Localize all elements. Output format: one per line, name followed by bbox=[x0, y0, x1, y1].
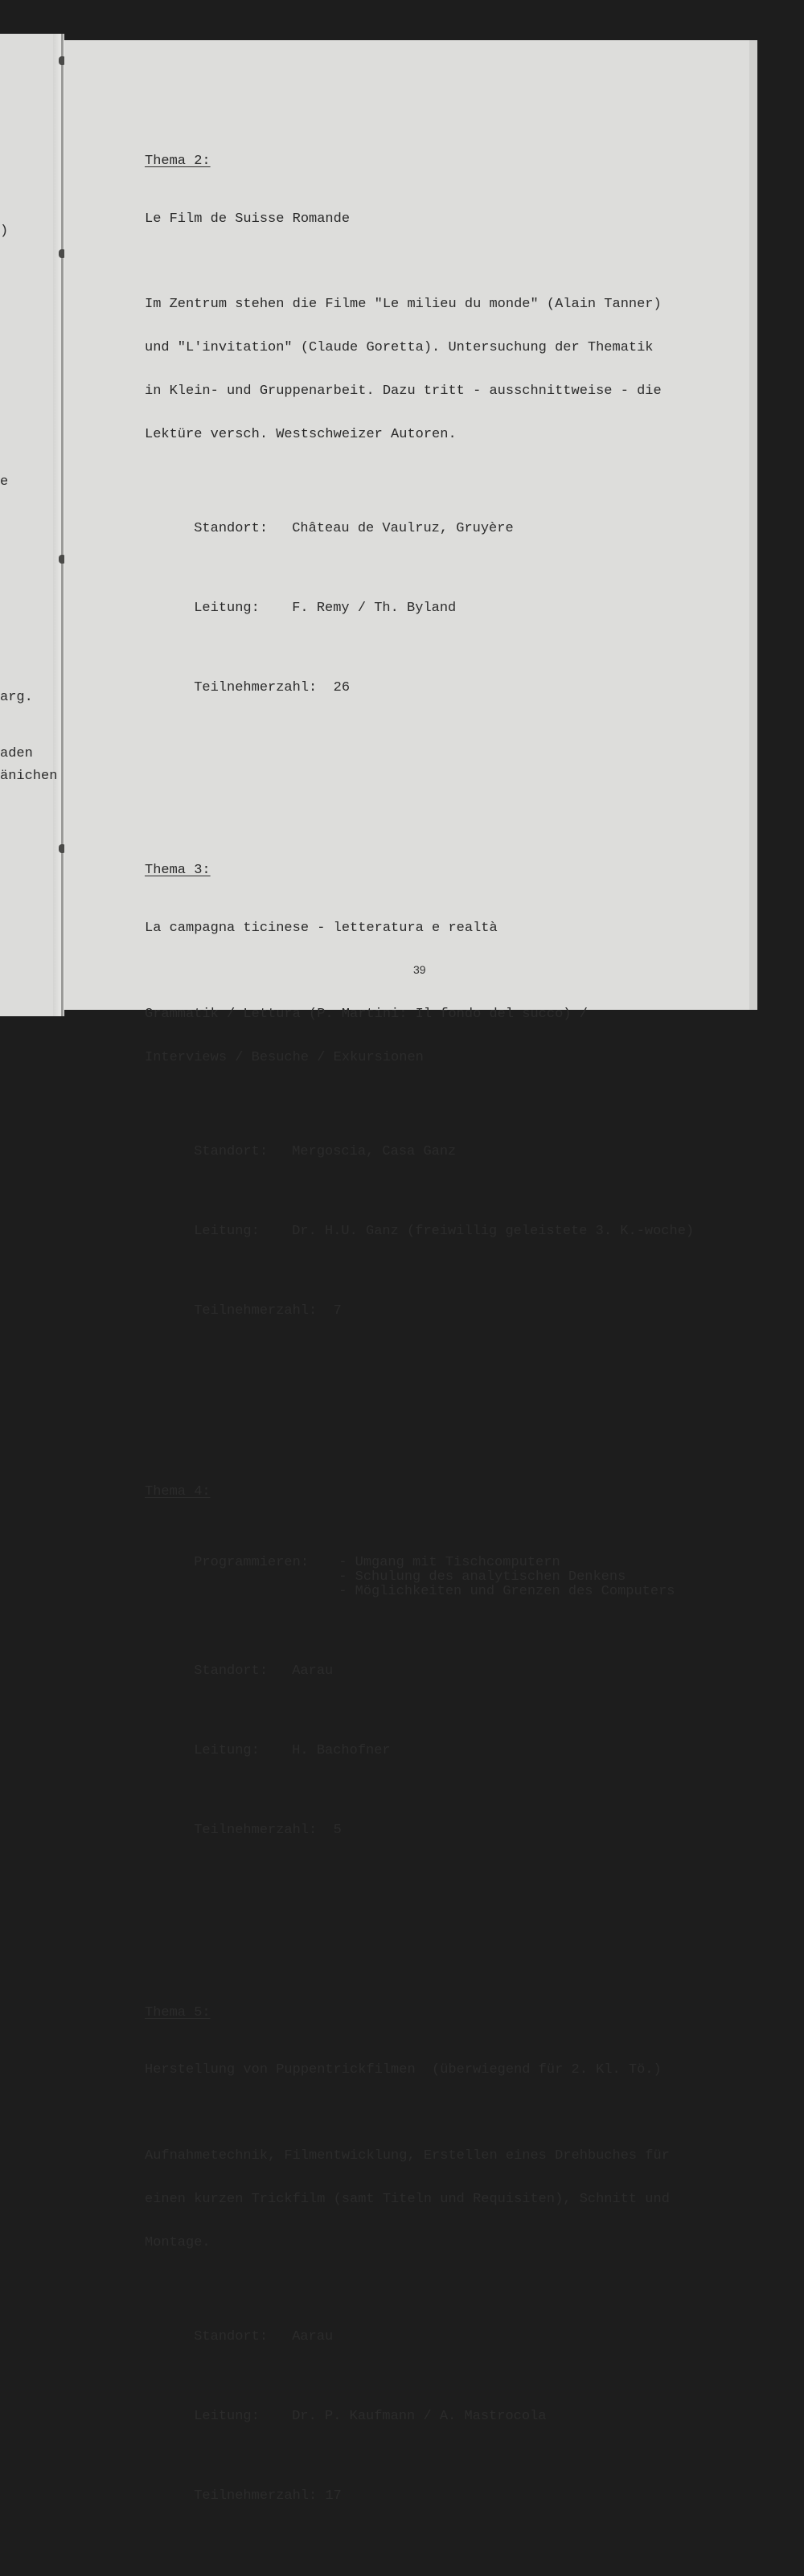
book-spine bbox=[61, 34, 64, 1016]
teilnehmer-row bbox=[145, 1290, 732, 1333]
section-title: Le Film de Suisse Romande bbox=[145, 211, 351, 227]
leitung-value: Dr. P. Kaufmann / A. Mastrocola bbox=[292, 2409, 547, 2424]
description-line: Grammatik / Lettura (P. Martini: Il fondo del succo) / bbox=[145, 1007, 588, 1022]
standort-row bbox=[145, 2316, 732, 2359]
description-line: Interviews / Besuche / Exkursionen bbox=[145, 1050, 424, 1065]
description-line: und "L'invitation" (Claude Goretta). Untersuchung der Thematik bbox=[145, 340, 654, 355]
program-label: Programmieren: bbox=[194, 1555, 310, 1570]
section-heading: Thema 4: bbox=[145, 1484, 211, 1499]
standort-label: Standort: bbox=[194, 2329, 269, 2344]
description-line: in Klein- und Gruppenarbeit. Dazu tritt - ausschnittweise - die bbox=[145, 384, 662, 399]
section-thema-4 bbox=[145, 1456, 732, 1881]
description-line: einen kurzen Trickfilm (samt Titeln und Requisiten), Schnitt und bbox=[145, 2192, 670, 2207]
left-page-fragment: ) bbox=[0, 224, 9, 239]
standort-row bbox=[145, 507, 732, 551]
program-items bbox=[338, 1556, 675, 1599]
description-line: Montage. bbox=[145, 2235, 211, 2250]
page-edge bbox=[749, 40, 757, 1010]
standort-value: Aarau bbox=[292, 2329, 334, 2344]
section-heading: Thema 2: bbox=[145, 154, 211, 169]
leitung-row bbox=[145, 1729, 732, 1773]
left-page bbox=[0, 34, 64, 1016]
teilnehmer-value: 17 bbox=[325, 2488, 342, 2504]
left-page-fragment: e bbox=[0, 474, 9, 490]
standort-value: Aarau bbox=[292, 1663, 334, 1679]
leitung-label: Leitung: bbox=[194, 601, 260, 616]
leitung-value: F. Remy / Th. Byland bbox=[292, 601, 457, 616]
program-item: - Möglichkeiten und Grenzen des Computers bbox=[338, 1584, 675, 1599]
leitung-label: Leitung: bbox=[194, 2409, 260, 2424]
left-page-fragment: änichen bbox=[0, 769, 58, 784]
section-title: Herstellung von Puppentrickfilmen (überwiegend für 2. Kl. Tö.) bbox=[145, 2062, 662, 2078]
leitung-label: Leitung: bbox=[194, 1743, 260, 1758]
teilnehmer-value: 5 bbox=[333, 1823, 342, 1838]
standort-label: Standort: bbox=[194, 521, 269, 536]
standort-row bbox=[145, 1130, 732, 1174]
leitung-row bbox=[145, 1210, 732, 1253]
page-number: 39 bbox=[413, 963, 426, 976]
section-thema-2 bbox=[145, 125, 732, 739]
teilnehmer-label: Teilnehmerzahl: bbox=[194, 1303, 318, 1319]
teilnehmer-value: 26 bbox=[333, 680, 351, 695]
teilnehmer-label: Teilnehmerzahl: bbox=[194, 1823, 318, 1838]
section-thema-5 bbox=[145, 1977, 732, 2547]
description-line: Lektüre versch. Westschweizer Autoren. bbox=[145, 427, 457, 442]
teilnehmer-value: 7 bbox=[333, 1303, 342, 1319]
section-title: La campagna ticinese - letteratura e realtà bbox=[145, 921, 498, 936]
leitung-row bbox=[145, 587, 732, 630]
standort-value: Château de Vaulruz, Gruyère bbox=[292, 521, 514, 536]
program-item: - Umgang mit Tischcomputern bbox=[338, 1555, 560, 1570]
section-heading: Thema 3: bbox=[145, 863, 211, 878]
teilnehmer-row bbox=[145, 1809, 732, 1852]
section-thema-3 bbox=[145, 835, 732, 1362]
standort-row bbox=[145, 1650, 732, 1693]
leitung-label: Leitung: bbox=[194, 1224, 260, 1239]
description-line: Im Zentrum stehen die Filme "Le milieu du monde" (Alain Tanner) bbox=[145, 297, 662, 312]
section-description bbox=[145, 978, 732, 1094]
leitung-value: H. Bachofner bbox=[292, 1743, 391, 1758]
section-heading: Thema 5: bbox=[145, 2005, 211, 2020]
section-description bbox=[145, 269, 732, 471]
standort-label: Standort: bbox=[194, 1663, 269, 1679]
section-description bbox=[145, 2120, 732, 2279]
teilnehmer-label: Teilnehmerzahl: bbox=[194, 2488, 318, 2504]
teilnehmer-row bbox=[145, 2475, 732, 2518]
left-page-fragment: aden bbox=[0, 746, 33, 761]
leitung-row bbox=[145, 2395, 732, 2439]
teilnehmer-row bbox=[145, 667, 732, 710]
program-item: - Schulung des analytischen Denkens bbox=[338, 1569, 626, 1585]
description-line: Aufnahmetechnik, Filmentwicklung, Erstellen eines Drehbuches für bbox=[145, 2148, 670, 2164]
page-content bbox=[145, 68, 732, 2576]
standort-value: Mergoscia, Casa Ganz bbox=[292, 1144, 457, 1159]
teilnehmer-label: Teilnehmerzahl: bbox=[194, 680, 318, 695]
left-page-fragment: arg. bbox=[0, 690, 33, 705]
standort-label: Standort: bbox=[194, 1144, 269, 1159]
program-block bbox=[145, 1541, 732, 1614]
leitung-value: Dr. H.U. Ganz (freiwillig geleistete 3. K.-woche) bbox=[292, 1224, 695, 1239]
